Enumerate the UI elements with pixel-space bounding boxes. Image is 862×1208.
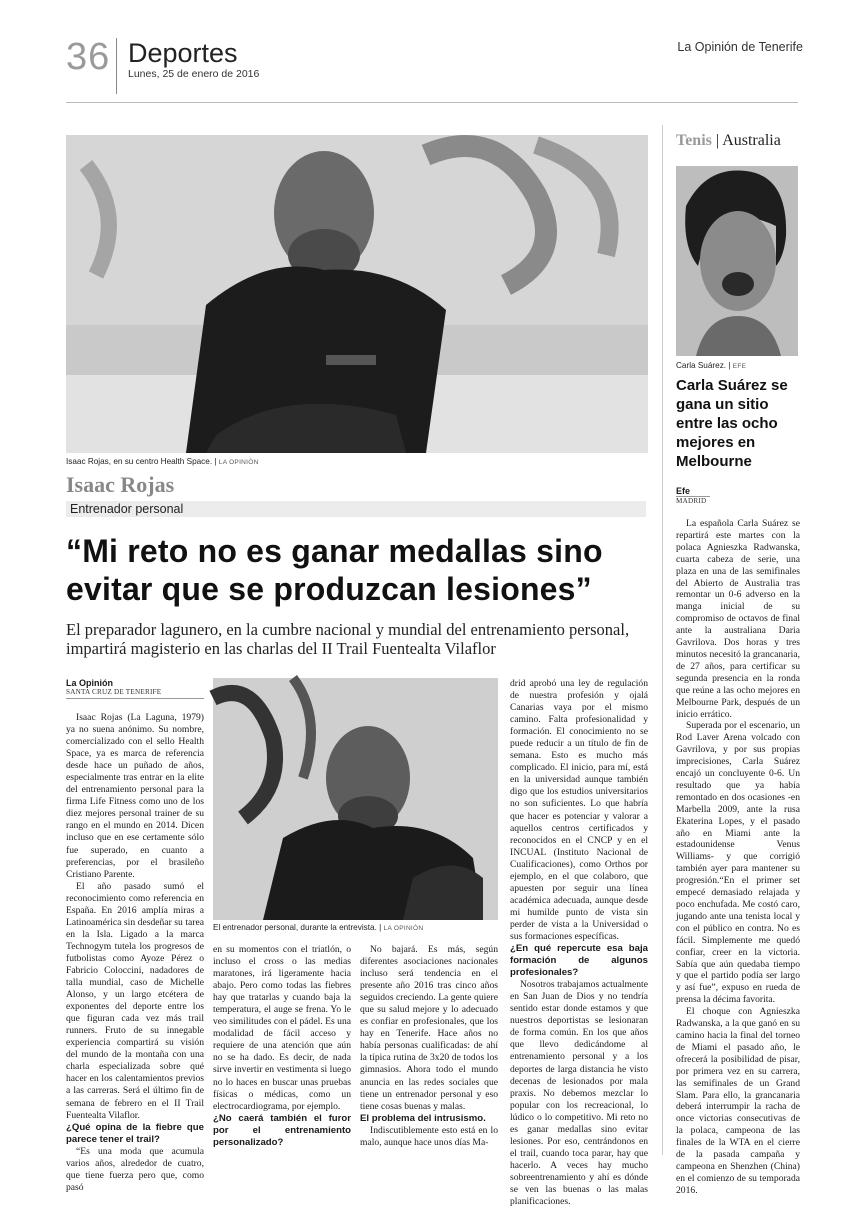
- paragraph: El año pasado sumó el reconocimiento como referencia en España. En 2016 amplía miras a Latinoamérica sin desdeñar su tarea en la Isla. Ligado a la marca Technogym tutela los progresos de futbolistas como Ayoze Pérez o Fabricio Coloccini, nadadores de talla mundial, caso de Michelle Alonso, y un largo etcétera de exponentes del deporte entre los que figuran cada vez más trail runners. Fruto de su innegable experiencia compartirá su visión del mundo de la montaña con una charla especializada sobre qué hacer en los calentamientos previos a las carreras. Será el último fin de semana de febrero en el II Trail Fuentealta Vilaflor.: [66, 880, 204, 1121]
- main-photo-caption-text: Isaac Rojas, en su centro Health Space.: [66, 457, 213, 466]
- interviewee-role: Entrenador personal: [70, 502, 184, 516]
- masthead-region: de Tenerife: [737, 40, 803, 54]
- sidebar-headline: Carla Suárez se gana un sitio entre las ocho mejores en Melbourne: [676, 377, 788, 470]
- article-column-3: [360, 944, 498, 1154]
- sidebar-title-event: Australia: [722, 132, 781, 149]
- paragraph: Isaac Rojas (La Laguna, 1979) ya no suena anónimo. Su nombre, comercializado con el sello Health Space, ya es marca de referencia desde hace un puñado de años, especialmente tras entrar en la elite del entrenamiento personal para la firma Life Fitness como uno de los diez mejores personal trainer de su rango en el mundo en 2014. Dicen incluso que en ese certamente sólo fue superado, en cuanto a preferencias, por el brasileño Cristiano Parente.: [66, 712, 204, 880]
- article-headline: “Mi reto no es ganar medallas sino evitar que se produzcan lesiones”: [66, 533, 603, 607]
- header-divider: [116, 38, 117, 94]
- article-photo: [213, 678, 498, 920]
- paragraph: “Es una moda que acumula varios años, alrededor de cuatro, que tiene fuerza pero que, como pasó: [66, 1145, 204, 1193]
- article-column-4: [510, 678, 648, 1208]
- masthead: [677, 40, 803, 54]
- paragraph: Nosotros trabajamos actualmente en San Juan de Dios y no tendría sentido estar donde estamos y que nuestros deportistas se lesionaran de forma común. En los que años que llevo dedicándome al entrenamiento personal y a los deportes de larga distancia he visto decenas de lesionados por mala praxis. No debemos mezclar lo popular con los recreacional, lo lúdico o lo competitivo. Mi reto no es ganar medallas sino evitar lesiones. Por eso, centrándonos en el trail, cuando toca parar, hay que hacerlo. A veces hay mucho sobreentrenamiento y ahí es dónde se ven las buenas o las malas planificaciones.: [510, 979, 648, 1208]
- article-column-1: [66, 712, 204, 1193]
- main-photo-credit: LA OPINIÓN: [218, 459, 259, 466]
- masthead-name: La Opinión: [677, 40, 738, 54]
- sidebar-divider: [662, 125, 663, 1155]
- interview-question: ¿Qué opina de la fiebre que parece tener el trail?: [66, 1121, 204, 1145]
- article-byline-block: [66, 678, 204, 699]
- header-rule: [66, 102, 798, 103]
- paragraph: No bajará. Es más, según diferentes asociaciones nacionales incluso será tendencia en el presente año 2016 tras cinco años seguidos creciendo. La gente quiere que su salud mejore y lo adecuado es confiar en profesionales, que los hay en Tenerife. Hace años no había personas cualificadas: de ahí la típica rutina de 3x20 de todos los gimnasios. Ahora todo el mundo anuncia en las redes sociales que tiene un entrenador personal y eso tiene cosas buenas y malas.: [360, 944, 498, 1112]
- paragraph: El choque con Agnieszka Radwanska, a la que ganó en su camino hacia la final del torneo de Miami el pasado año, le ofrecerá la posibilidad de pisar, por primera vez en su carrera, las semifinales de un Grand Slam. Para ello, la grancanaria deberá interrumpir la racha de once victorias consecutivas de la polaca, campeona de las finales de la WTA en el cierre de la pasada campaña y campeona en Shenzhen (China) en el comienzo de su temporada 2016.: [676, 1006, 800, 1196]
- sidebar-section-title: [676, 132, 781, 150]
- page-date: Lunes, 25 de enero de 2016: [128, 68, 260, 80]
- article-location: SANTA CRUZ DE TENERIFE: [66, 688, 204, 699]
- main-photo: [66, 135, 648, 453]
- sidebar-photo: [676, 166, 798, 356]
- paragraph: Superada por el escenario, un Rod Laver Arena volcado con Gavrilova, y por sus propias imprecisiones, Carla Suárez encajó un concluyente 0-6. Un resultado que ya había remontado en dos ocasiones -en Marbella 2009, ante la rusa Ekaterina Lopes, y el pasado año en Miami ante la estadounidense Venus Williams- y que corrigió también ayer para mantener su progresión.“En el primer set empecé demasiado relajada y poco enchufada. Me costó caro, jugando ante una tenista local y con el público en contra. No es fácil. Simplemente me quedó confiar, creer en la victoria. Sabía que aún quedaba tiempo y que el partido podía ser largo y así fue”, expuso en rueda de prensa la décima favorita.: [676, 720, 800, 1006]
- sidebar-title-sep: |: [711, 132, 723, 149]
- paragraph: drid aprobó una ley de regulación de nuestra profesión y ojalá Canarias vaya por el mismo camino. Falta profesionalidad y formación. El conocimiento no se puede reducir a un título de fin de semana. Esto es mucho más complicado. El inicio, para mí, está en la universidad aunque también digo que los estudios universitarios no son suficientes. Lo que habría que hacer es potenciar y valorar a aquellos centros certificados y reconocidos en el CNCP y en el INCUAL (Instituto Nacional de Cualificaciones), como Orthos por ejemplo, en el que colaboro, que apuesten por seguir una línea académica adecuada, aunque desde mi humilde punto de vista sin perder de vista a la Universidad o sus formaciones específicas.: [510, 678, 648, 942]
- paragraph: en su momentos con el triatlón, o incluso el cross o las medias maratones, irá ligeramente hacia abajo. Pero como todas las fiebres hay que tratarlas y cuando baja la temperatura, el auge se frena. Yo le veo similitudes con el pádel. Es una modalidad de fácil acceso y requiere de una atención que aún no se ha dado. Es decir, de nada sirve invertir en vestimenta si luego no lo haces en buscar unas pruebas físicas o médicas, como un electrocardiograma, por ejemplo.: [213, 944, 351, 1112]
- sidebar-photo-caption-text: Carla Suárez.: [676, 361, 727, 370]
- article-photo-caption: El entrenador personal, durante la entrevista. | LA OPINIÓN: [213, 923, 424, 932]
- sidebar-byline-block: [676, 486, 800, 505]
- interviewee-name: Isaac Rojas: [66, 472, 175, 497]
- sidebar-location: MADRID: [676, 497, 707, 505]
- paragraph: La española Carla Suárez se repartirá este martes con la polaca Agnieszka Radwanska, cuarta cabeza de serie, una plaza en una de las semifinales del Abierto de Australia tras remontar un 0-6 adverso en la manga inicial de su compromiso de octavos de final ante la australiana Daria Gavrilova. Dos horas y tres minutos necesitó la grancanaria, de 27 años, para certificar su segunda presencia en la ronda que reúne a las ocho mejores en Melbourne Park, después de un inicio errático.: [676, 518, 800, 720]
- interview-question: ¿No caerá también el furor por el entrenamiento personalizado?: [213, 1112, 351, 1148]
- sidebar-photo-credit: EFE: [732, 363, 747, 370]
- main-photo-caption: Isaac Rojas, en su centro Health Space. | LA OPINIÓN: [66, 457, 259, 466]
- section-title: Deportes: [128, 38, 238, 68]
- sidebar-byline: Efe: [676, 486, 710, 497]
- article-column-2: [213, 944, 351, 1154]
- subheading: El problema del intrusismo.: [360, 1112, 486, 1124]
- page-number: 36: [66, 36, 111, 78]
- article-photo-caption-text: El entrenador personal, durante la entrevista.: [213, 923, 377, 932]
- sidebar-body: [676, 518, 800, 1196]
- article-byline: La Opinión: [66, 678, 113, 688]
- article-photo-credit: LA OPINIÓN: [383, 925, 424, 932]
- sidebar-photo-caption: Carla Suárez. | EFE: [676, 361, 747, 370]
- paragraph: Indiscutiblemente esto está en lo malo, aunque hace unos días Ma-: [360, 1124, 498, 1148]
- sidebar-title-sport: Tenis: [676, 132, 712, 149]
- article-subhead: El preparador lagunero, en la cumbre nacional y mundial del entrenamiento personal, impartirá magisterio en las charlas del II Trail Fuentealta Vilaflor: [66, 620, 630, 658]
- interview-question: ¿En qué repercute esa baja formación de algunos profesionales?: [510, 943, 648, 979]
